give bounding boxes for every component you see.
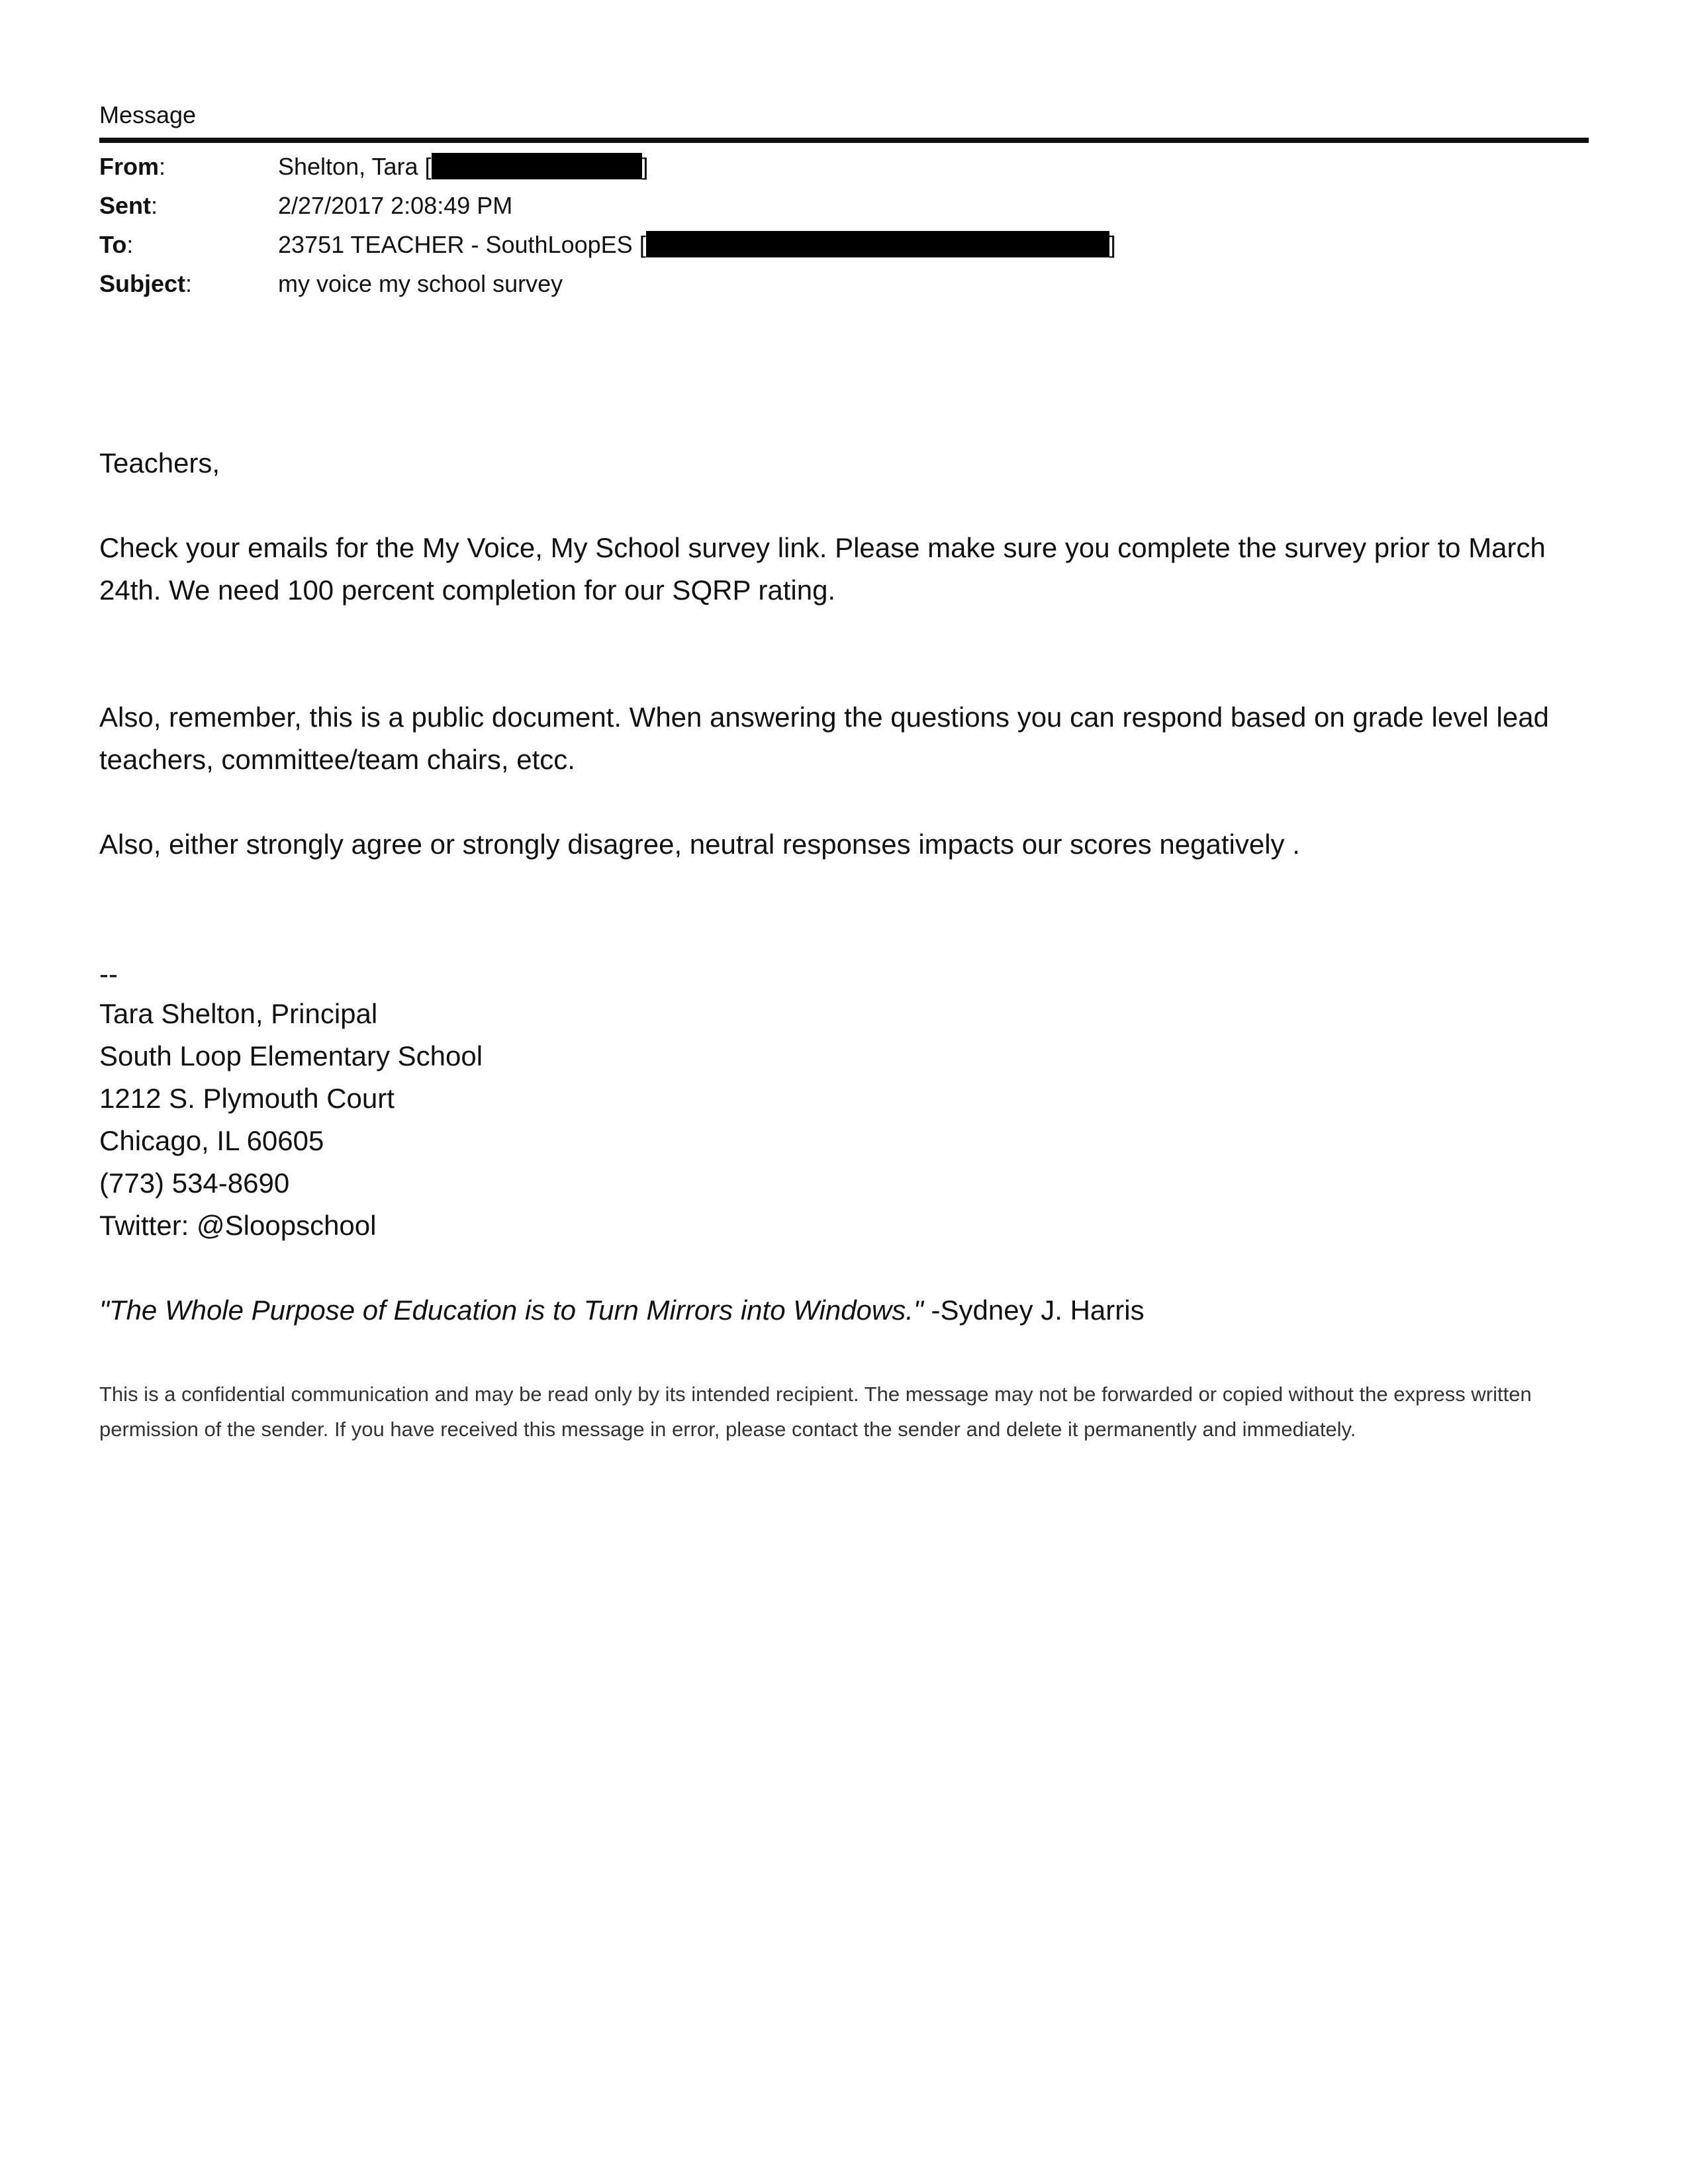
bracket-open: [: [639, 231, 646, 258]
to-recipient: 23751 TEACHER - SouthLoopES: [278, 231, 633, 258]
bracket-open: [: [424, 153, 432, 180]
sent-row: [99, 186, 1589, 225]
confidentiality-disclaimer: This is a confidential communication and may be read only by its intended recipient. The message may not be forwarded or copied without the express written permission of the sender. If you have received this message in error, please contact the sender and delete it permanently and immediately.: [99, 1383, 1532, 1441]
from-name: Shelton, Tara: [278, 153, 418, 180]
signature-city: Chicago, IL 60605: [99, 1125, 324, 1156]
to-value: [278, 225, 1116, 264]
signature-phone: (773) 534-8690: [99, 1167, 290, 1199]
greeting: Teachers,: [99, 447, 220, 478]
signature-name: Tara Shelton, Principal: [99, 998, 378, 1029]
body-paragraph: Also, either strongly agree or strongly disagree, neutral responses impacts our scores negatively .: [99, 829, 1300, 860]
document-label: Message: [99, 101, 197, 128]
signature-school: South Loop Elementary School: [99, 1040, 483, 1071]
quote-text: "The Whole Purpose of Education is to Turn Mirrors into Windows.": [99, 1295, 923, 1326]
redaction-bar: [432, 153, 642, 179]
from-value: [278, 147, 649, 186]
to-row: [99, 225, 1589, 264]
subject-value: my voice my school survey: [278, 270, 563, 297]
from-key: From:: [99, 153, 166, 180]
signature-quote: [99, 1289, 1145, 1332]
redaction-bar: [646, 231, 1109, 257]
to-key: To:: [99, 231, 134, 258]
sent-value: 2/27/2017 2:08:49 PM: [278, 192, 513, 219]
sent-key: Sent:: [99, 192, 158, 219]
signature-separator: --: [99, 958, 118, 989]
from-row: [99, 147, 1589, 186]
signature-twitter: Twitter: @Sloopschool: [99, 1210, 377, 1241]
header-divider: [99, 138, 1589, 143]
bracket-close: ]: [641, 153, 649, 180]
body-paragraph: Check your emails for the My Voice, My School survey link. Please make sure you complete the survey prior to March 24th. We need 100 percent completion for our SQRP rating.: [99, 532, 1546, 606]
email-header: [99, 147, 1589, 303]
subject-row: [99, 264, 1589, 303]
bracket-close: ]: [1109, 231, 1116, 258]
signature-street: 1212 S. Plymouth Court: [99, 1083, 395, 1114]
body-paragraph: Also, remember, this is a public document. When answering the questions you can respond based on grade level lead teachers, committee/team chairs, etcc.: [99, 702, 1549, 775]
quote-author: -Sydney J. Harris: [923, 1295, 1145, 1326]
subject-key: Subject:: [99, 270, 193, 297]
